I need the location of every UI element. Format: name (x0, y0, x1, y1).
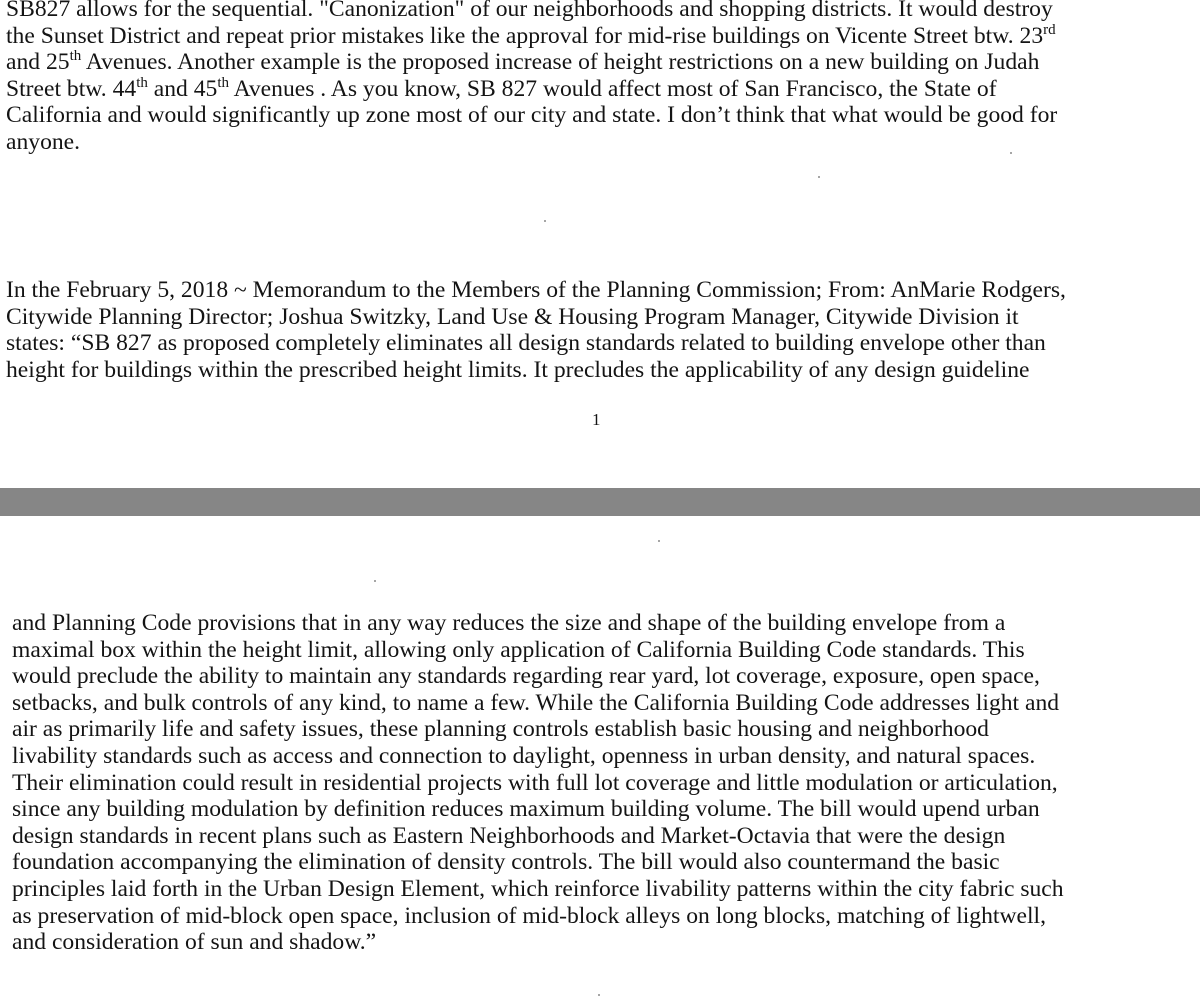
paragraph-planning-code-provisions (12, 610, 1064, 956)
document-page-2 (0, 516, 1200, 1004)
text-run: and 45 (147, 75, 218, 102)
scan-speck (658, 540, 660, 542)
text-line: California and would significantly up zone most of our city and state. I don’t think that what would be good for (6, 102, 1058, 129)
scan-speck (598, 994, 600, 996)
text-line: livability standards such as access and connection to daylight, openness in urban density, and natural spaces. (12, 742, 1036, 769)
superscript: th (217, 74, 229, 91)
document-page-1 (0, 0, 1200, 488)
text-line: air as primarily life and safety issues, these planning controls establish basic housing and neighborhood (12, 716, 989, 743)
scan-speck (544, 220, 546, 222)
text-line: as preservation of mid-block open space, inclusion of mid-block alleys on long blocks, matching of lightwell, (12, 902, 1046, 929)
text-line: Citywide Planning Director; Joshua Switzky, Land Use & Housing Program Manager, Citywide Division it (6, 303, 1019, 330)
text-line: design standards in recent plans such as Eastern Neighborhoods and Market-Octavia that were the design (12, 822, 1006, 849)
superscript: th (69, 48, 82, 65)
paragraph-memorandum (6, 277, 1066, 383)
text-run: Avenues . As you know, SB 827 would affect most of San Francisco, the State of (229, 75, 997, 102)
text-run: Street btw. 44 (6, 75, 137, 102)
text-line: setbacks, and bulk controls of any kind, to name a few. While the California Building Code addresses light and (12, 689, 1060, 716)
text-run: and 25 (6, 49, 70, 76)
scan-speck (1010, 152, 1012, 154)
text-line (6, 49, 1057, 76)
text-line: principles laid forth in the Urban Design Element, which reinforce livability patterns within the city fabric such (12, 875, 1064, 902)
text-line: since any building modulation by definition reduces maximum building volume. The bill would upend urban (12, 796, 1040, 823)
text-line: maximal box within the height limit, allowing only application of California Building Code standards. This (12, 636, 1025, 663)
text-line: height for buildings within the prescribed height limits. It precludes the applicability of any design guideline (6, 356, 1030, 383)
text-line: In the February 5, 2018 ~ Memorandum to the Members of the Planning Commission; From: AnMarie Rodgers, (6, 277, 1066, 303)
text-line (6, 23, 1057, 50)
scan-speck (818, 176, 820, 178)
superscript: rd (1043, 21, 1056, 38)
scan-speck (374, 580, 376, 582)
text-line: anyone. (6, 128, 81, 155)
page-separator (0, 488, 1200, 516)
text-line: and consideration of sun and shadow.” (12, 929, 377, 956)
paragraph-sb827-sequential (6, 0, 1057, 156)
text-line: SB827 allows for the sequential. "Canonization" of our neighborhoods and shopping districts. It would destroy (6, 0, 1053, 22)
text-line: states: “SB 827 as proposed completely eliminates all design standards related to building envelope other than (6, 330, 1046, 357)
text-line: foundation accompanying the elimination of density controls. The bill would also countermand the basic (12, 849, 1000, 876)
page-number: 1 (592, 410, 601, 429)
text-line: and Planning Code provisions that in any way reduces the size and shape of the building envelope from a (12, 610, 1006, 636)
text-run: Avenues. Another example is the proposed increase of height restrictions on a new building on Judah (81, 49, 1040, 76)
text-line: would preclude the ability to maintain any standards regarding rear yard, lot coverage, exposure, open space, (12, 663, 1040, 690)
text-line (6, 76, 1057, 103)
text-line: Their elimination could result in residential projects with full lot coverage and little modulation or articulation, (12, 769, 1058, 796)
superscript: th (136, 74, 148, 91)
text-run: the Sunset District and repeat prior mistakes like the approval for mid-rise buildings on Vicente Street btw. 23 (6, 22, 1044, 49)
